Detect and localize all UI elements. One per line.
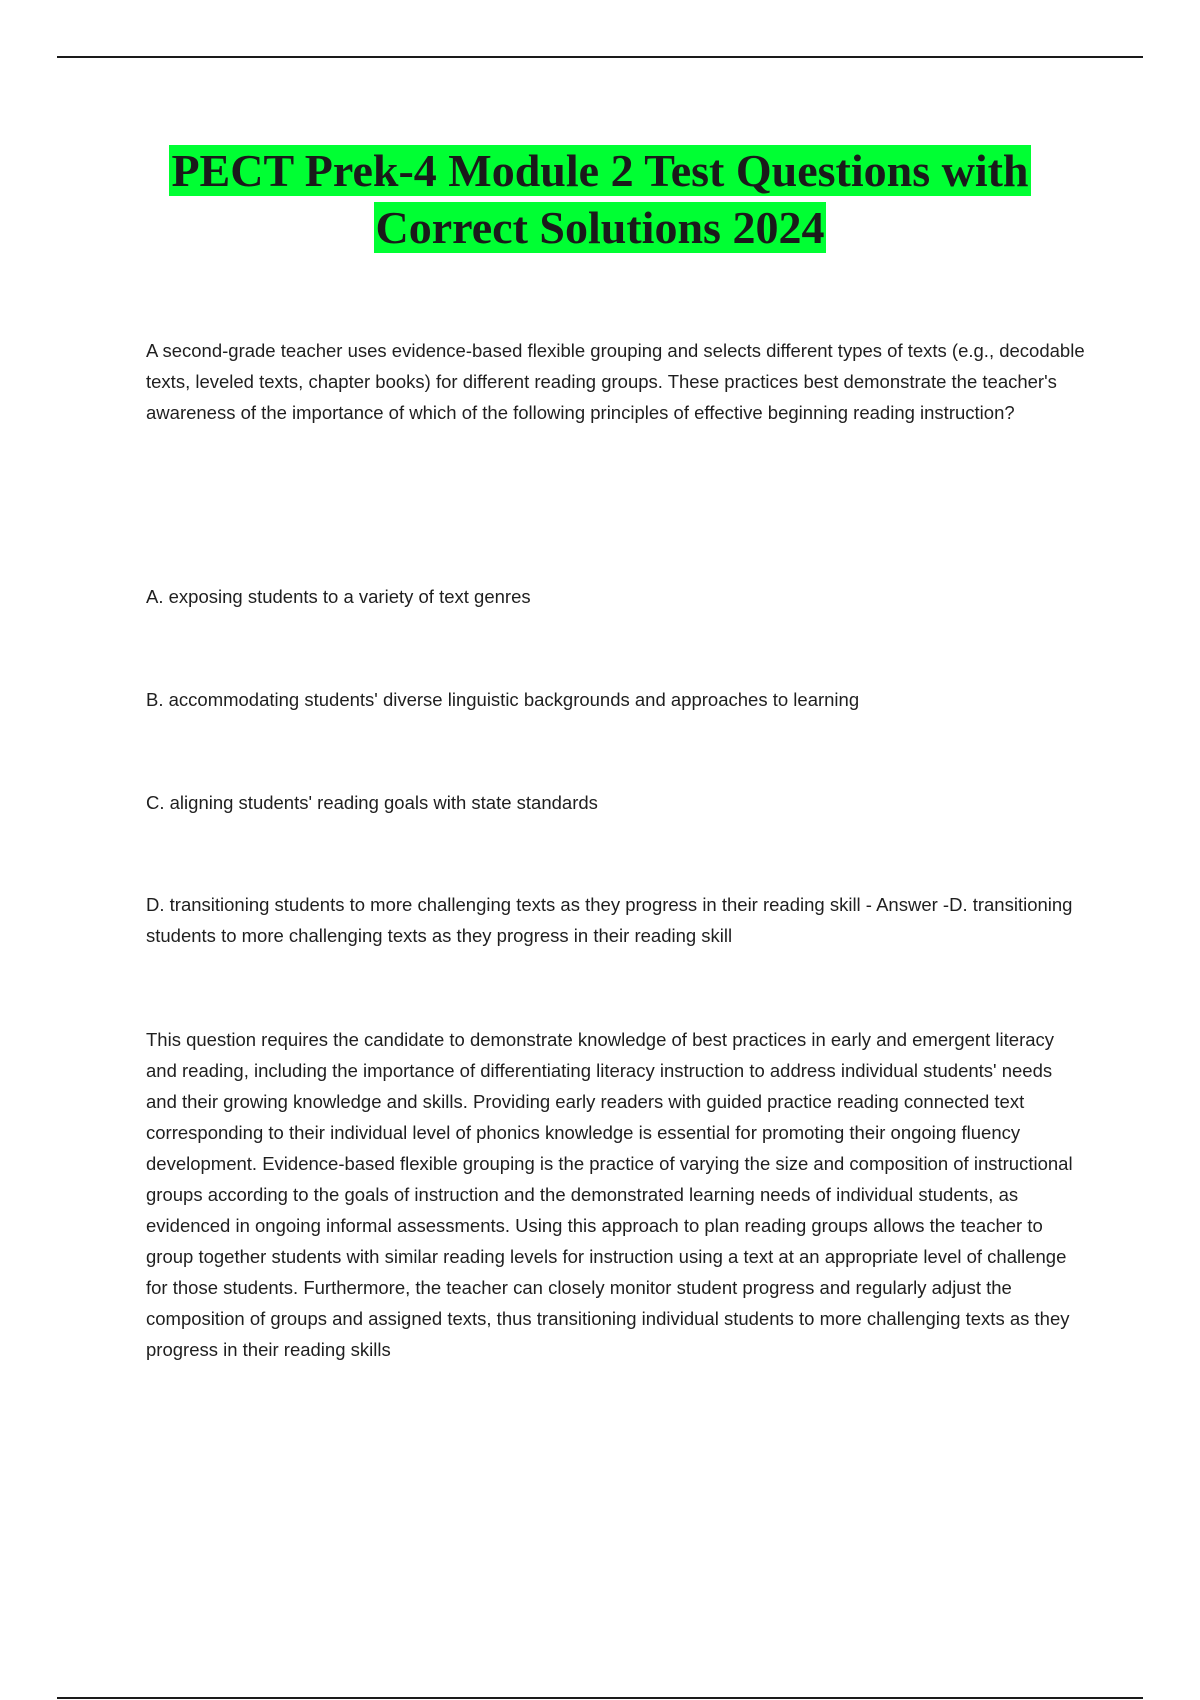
answer-explanation: This question requires the candidate to demonstrate knowledge of best practices in early and emergent literacy and reading, including the importance of differentiating literacy instruction to address individual students' needs and their growing knowledge and skills. Providing early readers with guided practice reading connected text corresponding to their individual level of phonics knowledge is essential for promoting their ongoing fluency development. Evidence-based flexible grouping is the practice of varying the size and composition of instructional groups according to the goals of instruction and the demonstrated learning needs of individual students, as evidenced in ongoing informal assessments. Using this approach to plan reading groups allows the teacher to group together students with similar reading levels for instruction using a text at an appropriate level of challenge for those students. Furthermore, the teacher can closely monitor student progress and regularly adjust the composition of groups and assigned texts, thus transitioning individual students to more challenging texts as they progress in their reading skills	[146, 1029, 1073, 1360]
question-text: A second-grade teacher uses evidence-based flexible grouping and selects different types of texts (e.g., decodable texts, leveled texts, chapter books) for different reading groups. These practices best demonstrate the teacher's awareness of the importance of which of the following principles of effective beginning reading instruction?	[146, 340, 1085, 423]
option-c: C. aligning students' reading goals with state standards	[146, 792, 598, 813]
title-line-2: Correct Solutions 2024	[375, 202, 825, 253]
top-rule	[57, 56, 1143, 58]
option-b: B. accommodating students' diverse linguistic backgrounds and approaches to learning	[146, 689, 860, 710]
title-line-1: PECT Prek-4 Module 2 Test Questions with	[171, 145, 1029, 196]
option-a: A. exposing students to a variety of text genres	[146, 586, 531, 607]
bottom-rule	[57, 1697, 1143, 1699]
document-title	[60, 142, 1140, 256]
option-d-with-answer: D. transitioning students to more challenging texts as they progress in their reading skill - Answer -D. transitioning students to more challenging texts as they progress in their reading skill	[146, 894, 1073, 946]
